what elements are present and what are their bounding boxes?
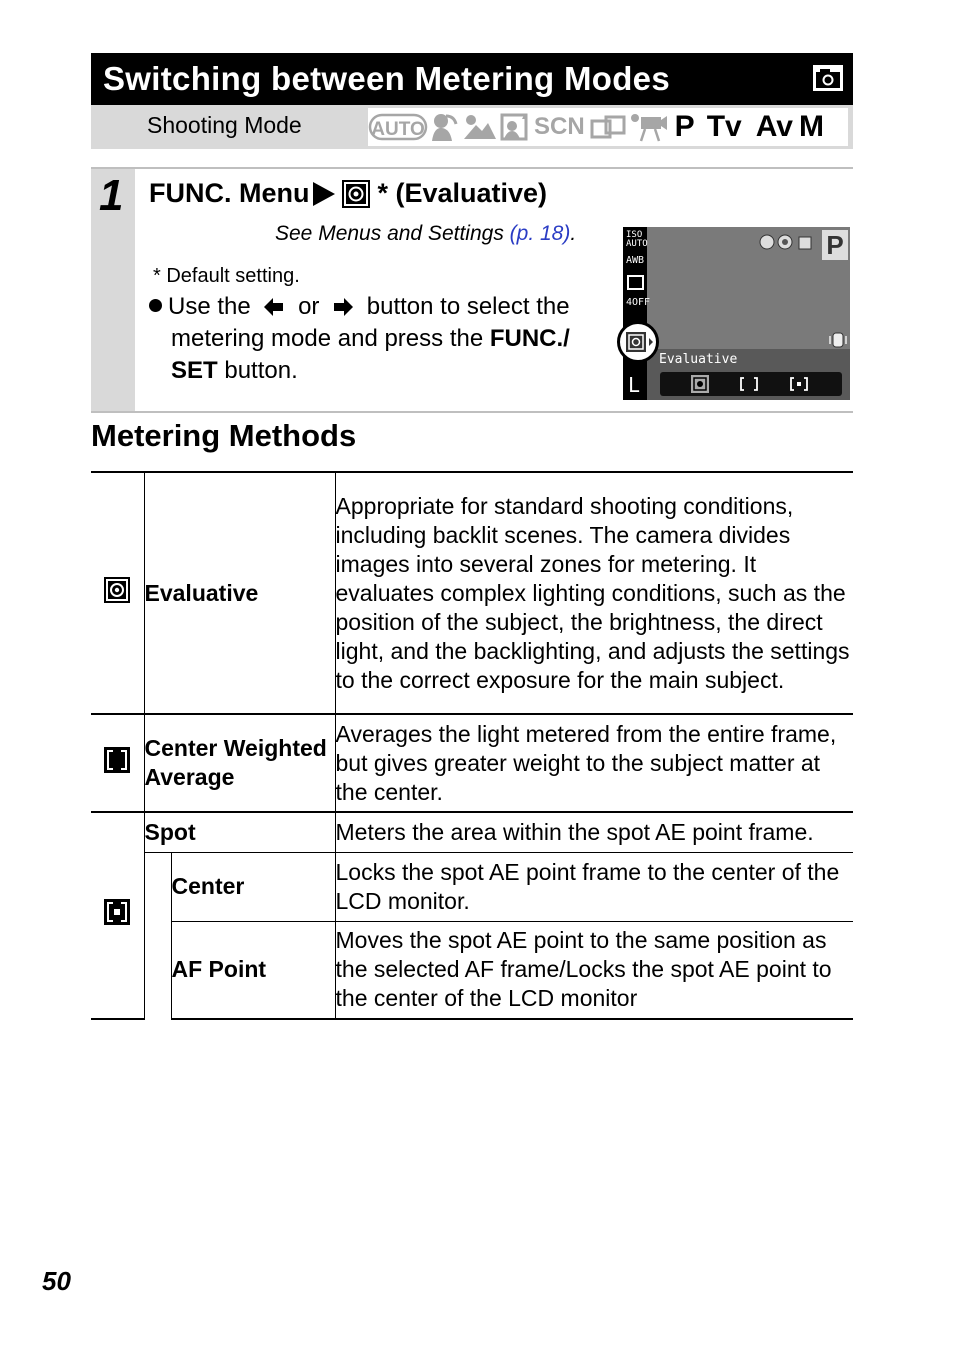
lcd-status-text: Evaluative bbox=[659, 352, 738, 367]
auto-mode-icon bbox=[368, 112, 428, 142]
stitch-assist-mode-icon bbox=[589, 111, 629, 143]
evaluative-description: Appropriate for standard shooting conditions, including backlit scenes. The camera divides images into several zones for metering. It evaluates complex lighting conditions, such as the position of the subject, the brightness, the direct light, and the backlighting, and adjusts the settings to the correct exposure for the main subject. bbox=[335, 472, 853, 714]
spot-center-description: Locks the spot AE point frame to the center of the LCD monitor. bbox=[335, 852, 853, 921]
metering-methods-table bbox=[91, 471, 853, 1020]
night-snapshot-mode-icon bbox=[498, 111, 532, 143]
shooting-mode-label: Shooting Mode bbox=[147, 112, 302, 138]
lcd-selected-highlight bbox=[617, 321, 659, 363]
default-setting-note: * Default setting. bbox=[153, 265, 300, 287]
center-weighted-description: Averages the light metered from the entire frame, but gives greater weight to the subject matter at the center. bbox=[335, 714, 853, 812]
evaluative-metering-icon bbox=[341, 179, 371, 209]
step-1-box bbox=[91, 167, 853, 413]
lcd-evaluative-icon bbox=[620, 324, 656, 360]
bullet-rest1: button to select the bbox=[366, 293, 570, 320]
mode-m-label: M bbox=[798, 110, 824, 143]
table-row-evaluative bbox=[91, 472, 853, 714]
func-menu-suffix: * (Evaluative) bbox=[377, 178, 548, 208]
lcd-screen-image bbox=[623, 227, 850, 400]
mode-icon-strip bbox=[368, 108, 848, 146]
mode-av-label: Av bbox=[755, 110, 793, 143]
lcd-awb-label: AWB bbox=[626, 255, 645, 266]
bullet-line2a: metering mode and press the bbox=[171, 325, 490, 352]
lcd-shake-icon bbox=[829, 331, 847, 349]
bullet-icon bbox=[149, 299, 162, 312]
see-text: See Menus and Settings bbox=[275, 222, 510, 245]
spot-name: Spot bbox=[144, 812, 335, 852]
lcd-status-icons bbox=[759, 232, 815, 252]
table-row-center-weighted bbox=[91, 714, 853, 812]
step-number-column bbox=[91, 169, 135, 411]
see-end: . bbox=[570, 222, 577, 245]
lcd-flash-off-label: 4OFF bbox=[626, 297, 651, 308]
svg-text:AUTO: AUTO bbox=[371, 119, 425, 140]
camera-icon bbox=[812, 64, 844, 92]
lcd-metering-option-icons bbox=[660, 372, 842, 396]
func-menu-instruction bbox=[149, 178, 547, 209]
lcd-size-label: L bbox=[628, 373, 641, 397]
movie-mode-icon bbox=[629, 111, 669, 143]
table-row-spot-af-point bbox=[91, 921, 853, 1019]
left-arrow-button-icon bbox=[261, 296, 287, 318]
page-title: Switching between Metering Modes bbox=[103, 60, 670, 97]
spot-metering-icon bbox=[103, 898, 131, 926]
page-title-bar bbox=[91, 53, 853, 105]
lcd-left-column bbox=[623, 227, 651, 400]
spot-description: Meters the area within the spot AE point frame. bbox=[335, 812, 853, 852]
bullet-or: or bbox=[298, 293, 320, 320]
bullet-instruction bbox=[149, 291, 609, 387]
bullet-use: Use the bbox=[168, 293, 251, 320]
lcd-metering-options-bar bbox=[660, 372, 842, 396]
set-label: SET bbox=[171, 357, 218, 384]
center-weighted-name: Center Weighted Average bbox=[144, 714, 335, 812]
step-number: 1 bbox=[99, 171, 124, 220]
func-set-label: FUNC./ bbox=[489, 325, 570, 352]
portrait-mode-icon bbox=[428, 111, 462, 143]
spot-center-name: Center bbox=[171, 852, 335, 921]
scn-mode-label: SCN bbox=[534, 113, 585, 140]
evaluative-name: Evaluative bbox=[144, 472, 335, 714]
spot-af-point-description: Moves the spot AE point to the same position as the selected AF frame/Locks the spot AE point to the center of the LCD monitor bbox=[335, 921, 853, 1019]
spot-af-point-name: AF Point bbox=[171, 921, 335, 1019]
table-row-spot-center bbox=[91, 852, 853, 921]
lcd-drive-icon bbox=[627, 275, 644, 290]
table-row-spot bbox=[91, 812, 853, 852]
section-heading: Metering Methods bbox=[91, 418, 357, 453]
arrow-right-icon bbox=[313, 182, 335, 206]
shooting-mode-row bbox=[91, 105, 853, 149]
lcd-mode-p: P bbox=[822, 230, 848, 260]
evaluative-metering-icon bbox=[103, 576, 131, 604]
lcd-iso-label: ISO AUTO bbox=[626, 230, 648, 249]
right-arrow-button-icon bbox=[330, 296, 356, 318]
center-weighted-metering-icon bbox=[103, 746, 131, 774]
bullet-line3b: button. bbox=[217, 357, 298, 384]
page-reference-link[interactable]: (p. 18) bbox=[509, 222, 571, 245]
see-reference bbox=[275, 222, 576, 246]
func-menu-label: FUNC. Menu bbox=[149, 178, 310, 208]
landscape-mode-icon bbox=[462, 111, 498, 143]
mode-p-label: P bbox=[674, 110, 695, 143]
page-number: 50 bbox=[42, 1266, 71, 1296]
mode-tv-label: Tv bbox=[706, 110, 742, 143]
